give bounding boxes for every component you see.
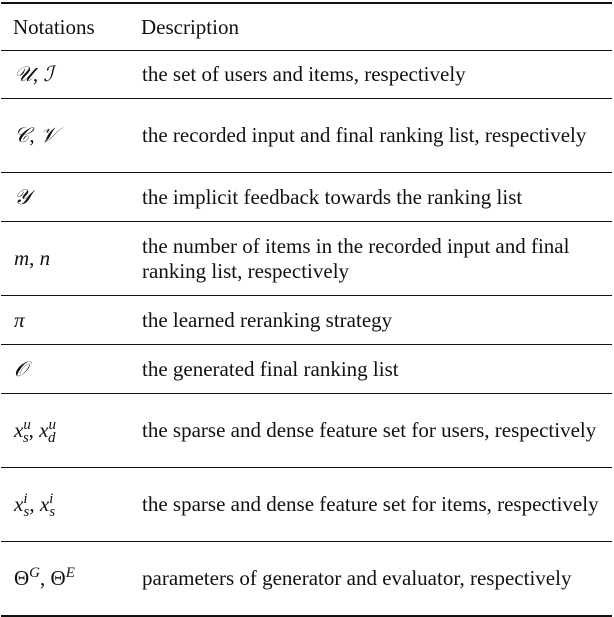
description-cell: the learned reranking strategy <box>142 307 393 332</box>
header-description: Description <box>141 14 239 39</box>
table-row <box>1 51 612 99</box>
notation-cell: $x^u_s$, $x^u_d$ <box>14 417 56 447</box>
table-row <box>1 394 612 468</box>
table-row <box>1 99 612 173</box>
table-row <box>1 222 612 296</box>
notation-cell: m, n <box>14 246 51 271</box>
description-cell: the recorded input and final ranking list, respectively <box>142 123 587 148</box>
notation-cell: 𝒰, ℐ <box>14 62 54 87</box>
notation-table <box>1 2 612 617</box>
table-row <box>1 173 612 222</box>
table-row <box>1 296 612 345</box>
notation-cell: 𝒞, 𝒱 <box>14 123 58 148</box>
description-cell: parameters of generator and evaluator, respectively <box>142 566 572 591</box>
description-cell: the generated final ranking list <box>142 356 399 381</box>
description-cell: the set of users and items, respectively <box>142 62 466 87</box>
header-row <box>1 3 612 51</box>
description-cell: the sparse and dense feature set for users, respectively <box>142 418 597 443</box>
notation-cell: $x^i_s$, $x^i_s$ <box>14 491 56 521</box>
notation-cell: $\Theta^G$, $\Theta^E$ <box>14 565 75 591</box>
notation-cell: 𝒪 <box>14 356 28 381</box>
notation-cell: 𝒴 <box>14 184 31 209</box>
table-row <box>1 345 612 394</box>
table-row <box>1 542 612 617</box>
description-cell: the implicit feedback towards the ranking list <box>142 184 523 209</box>
description-cell: the sparse and dense feature set for items, respectively <box>142 492 599 517</box>
notation-cell: π <box>14 307 25 332</box>
table-row <box>1 468 612 542</box>
header-notations: Notations <box>13 14 95 39</box>
description-cell: the number of items in the recorded input and final ranking list, respectively <box>142 234 570 283</box>
